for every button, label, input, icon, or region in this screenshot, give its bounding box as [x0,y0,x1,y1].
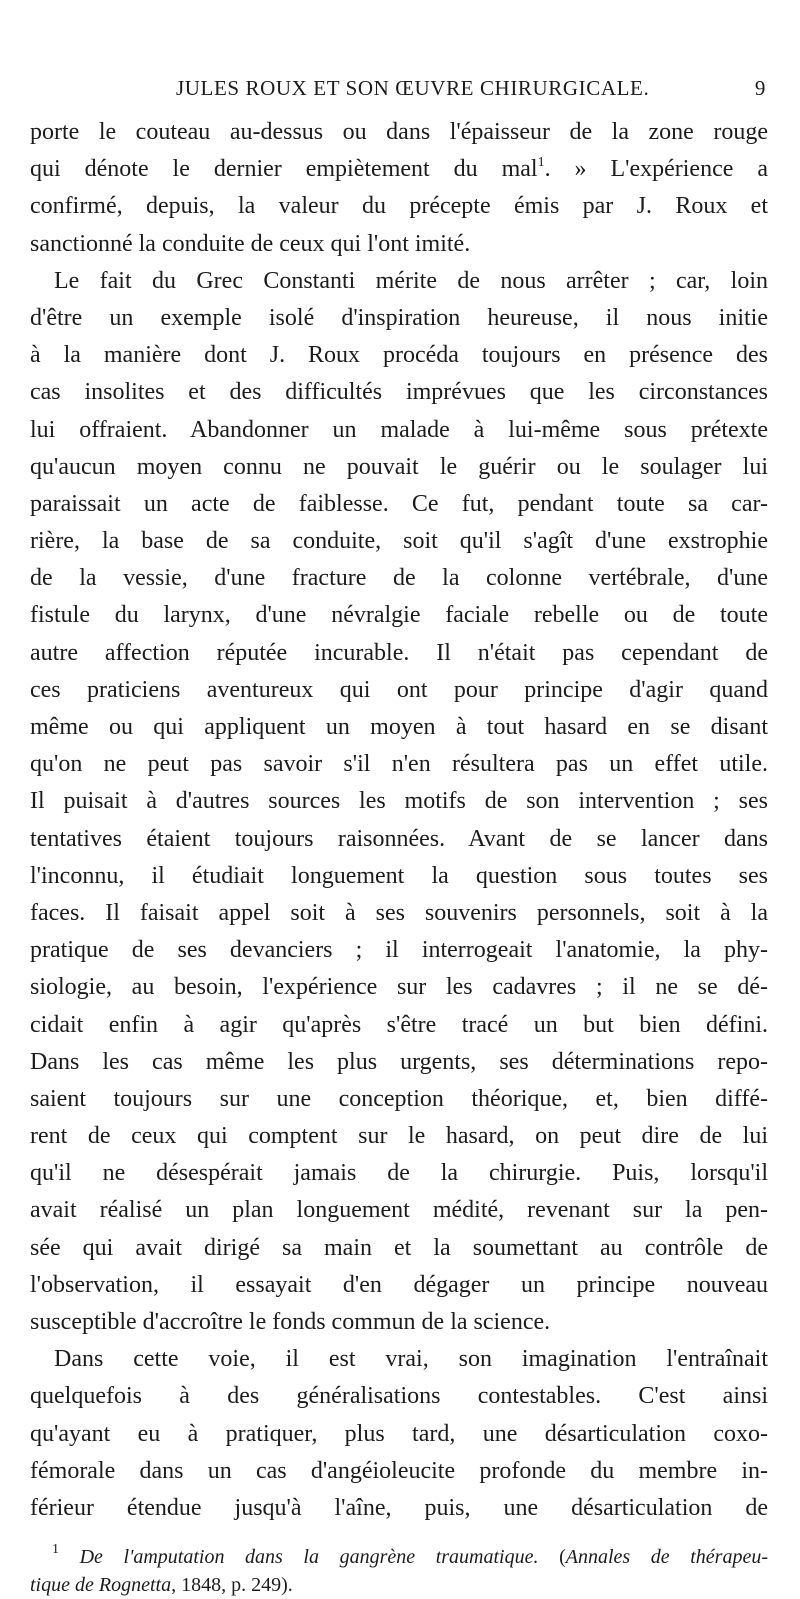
text-line: porte le couteau au-dessus ou dans l'épaisseur de la zone rouge [30,119,768,145]
text-line: siologie, au besoin, l'expérience sur les cadavres ; il ne se dé- [30,974,768,1001]
footnote-journal: Annales de thérapeu- [565,1546,768,1569]
text-line: fistule du larynx, d'une névralgie faciale rebelle ou de toute [30,602,768,629]
text-line: qu'il ne désespérait jamais de la chirurgie. Puis, lorsqu'il [30,1160,768,1187]
text-line: fémorale dans un cas d'angéioleucite profonde du membre in- [30,1457,768,1484]
text-line: Dans les cas même les plus urgents, ses déterminations repo- [30,1048,768,1075]
running-head [30,76,768,110]
footnote-journal-cont: tique de Rognetta [30,1574,172,1597]
text-line: sanctionné la conduite de ceux qui l'ont imité. [30,230,471,257]
text-line: sée qui avait dirigé sa main et la soumettant au contrôle de [30,1234,768,1261]
text-line: même ou qui appliquent un moyen à tout hasard en se disant [30,714,768,740]
text-line: qu'aucun moyen connu ne pouvait le guérir ou le soulager lui [30,453,768,480]
footnote-line: tique de Rognetta, 1848, p. 249). [30,1574,293,1597]
text-line: qu'on ne peut pas savoir s'il n'en résultera pas un effet utile. [30,751,768,778]
text-line: confirmé, depuis, la valeur du précepte émis par J. Roux et [30,193,768,220]
text-line: cas insolites et des difficultés imprévues que les circonstances [30,379,768,406]
text-line: Dans cette voie, il est vrai, son imagination l'entraînait [54,1346,768,1373]
text-line: qui dénote le dernier empiètement du mal$^1$. » L'expérience a [30,155,768,183]
text-line: quelquefois à des généralisations contestables. C'est ainsi [30,1383,768,1410]
book-page [30,76,768,1599]
footnote-reference: 1 [537,155,545,171]
text-line: tentatives étaient toujours raisonnées. Avant de se lancer dans [30,825,768,852]
text-line: autre affection réputée incurable. Il n'était pas cependant de [30,639,768,666]
text-line: férieur étendue jusqu'à l'aîne, puis, une désarticulation de [30,1494,768,1521]
text-line: saient toujours sur une conception théorique, et, bien diffé- [30,1085,768,1112]
body-text [30,114,768,1527]
text-line: lui offraient. Abandonner un malade à lui-même sous prétexte [30,416,768,443]
text-line: Il puisait à d'autres sources les motifs de son intervention ; ses [30,788,768,815]
text-line: susceptible d'accroître le fonds commun de la science. [30,1309,551,1335]
text-line: avait réalisé un plan longuement médité, revenant sur la pen- [30,1197,768,1224]
text-line: faces. Il faisait appel soit à ses souvenirs personnels, soit à la [30,899,768,926]
footnote-title: De l'amputation dans la gangrène traumatique. [79,1546,539,1569]
text-line: paraissait un acte de faiblesse. Ce fut, pendant toute sa car- [30,490,768,517]
text-line: pratique de ses devanciers ; il interrogeait l'anatomie, la phy- [30,937,768,964]
footnote-line: $^1$ De l'amputation dans la gangrène traumatique. (Annales de thérapeu- [52,1543,768,1569]
text-line: rent de ceux qui comptent sur le hasard, on peut dire de lui [30,1123,768,1150]
text-line: rière, la base de sa conduite, soit qu'il s'agît d'une exstrophie [30,528,768,555]
text-line: l'inconnu, il étudiait longuement la question sous toutes ses [30,862,768,889]
text-line: à la manière dont J. Roux procéda toujours en présence des [30,342,768,369]
text-line: Le fait du Grec Constanti mérite de nous arrêter ; car, loin [54,267,768,294]
text-line: ces praticiens aventureux qui ont pour principe d'agir quand [30,676,768,703]
text-line: qu'ayant eu à pratiquer, plus tard, une désarticulation coxo- [30,1420,768,1447]
text-line: d'être un exemple isolé d'inspiration heureuse, il nous initie [30,304,768,331]
text-line: cidait enfin à agir qu'après s'être tracé un but bien défini. [30,1011,768,1038]
page-number: 9 [754,76,766,100]
text-line: de la vessie, d'une fracture de la colonne vertébrale, d'une [30,565,768,592]
footnote-marker: 1 [52,1543,59,1558]
text-line: l'observation, il essayait d'en dégager un principe nouveau [30,1271,768,1298]
running-title: JULES ROUX ET SON ŒUVRE CHIRURGICALE. [176,76,650,100]
footnote [30,1543,768,1599]
